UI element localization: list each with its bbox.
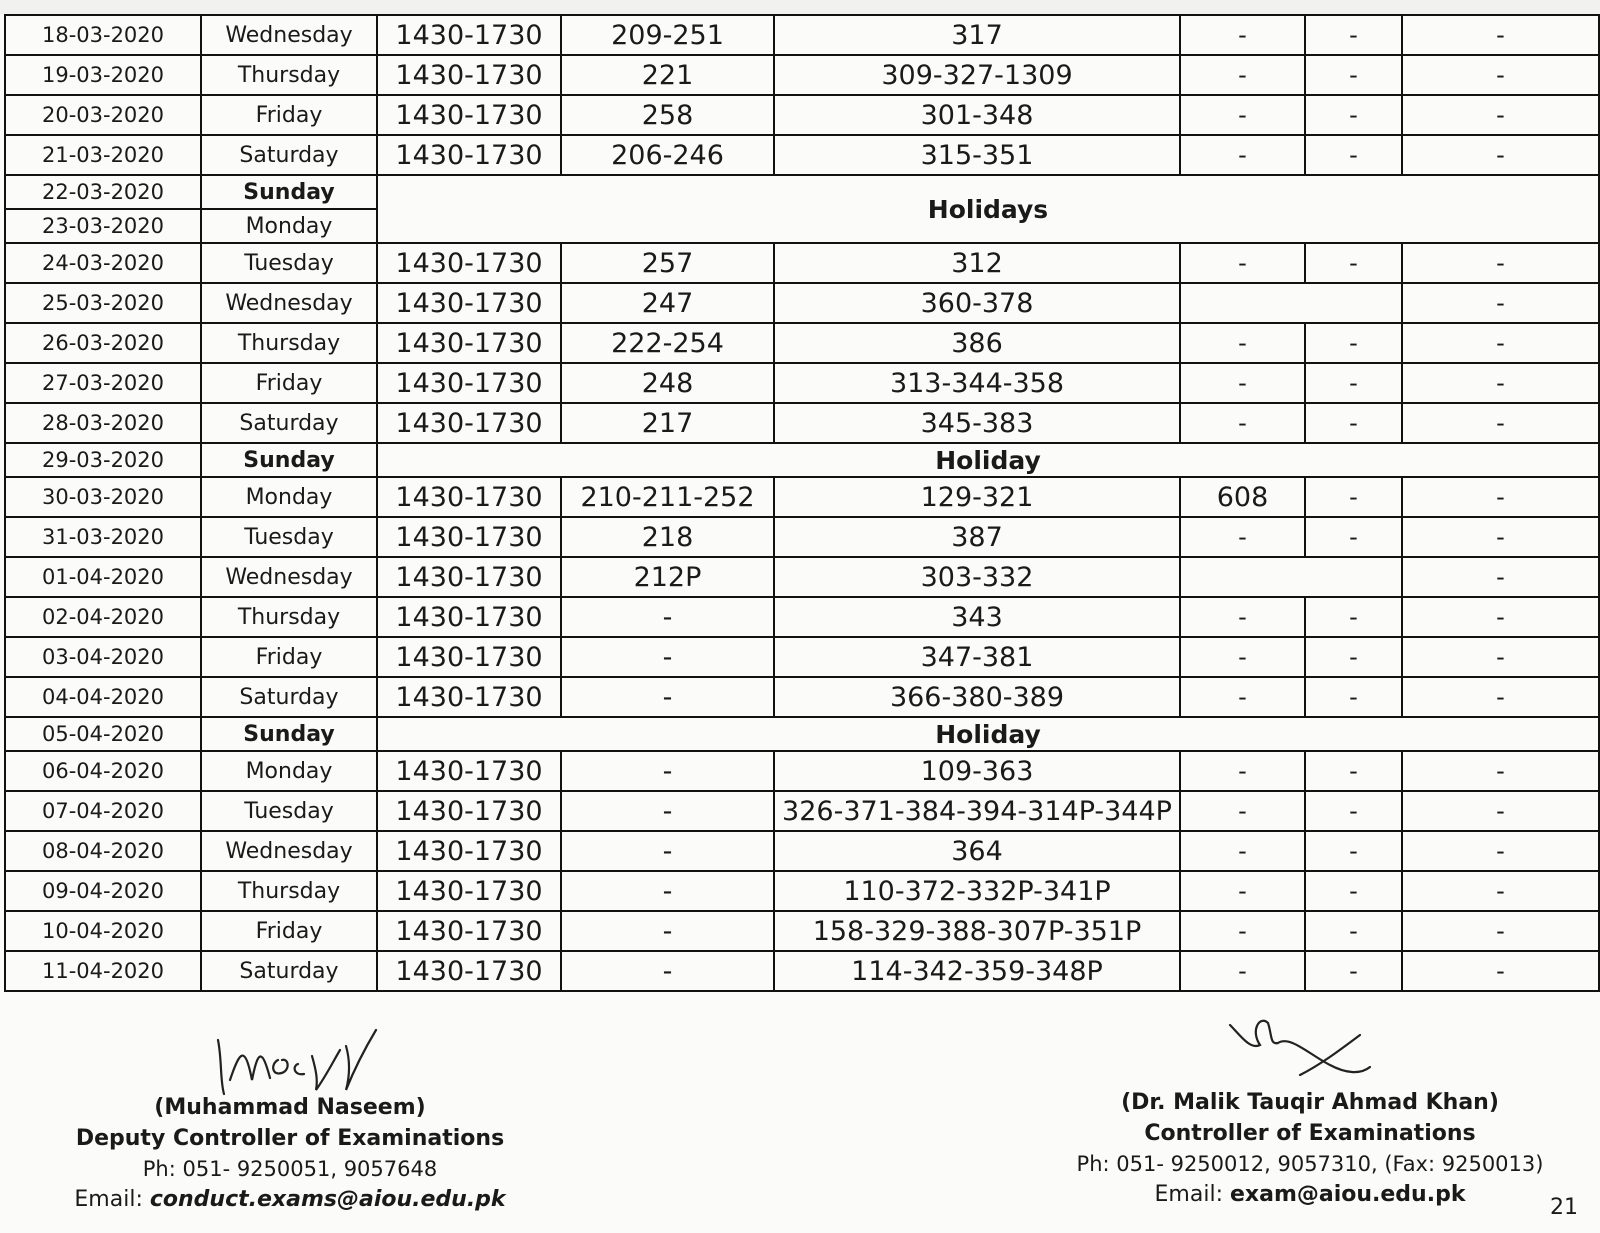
day-cell: Tuesday xyxy=(201,243,377,283)
signatory-right xyxy=(1030,1090,1590,1207)
day-cell: Tuesday xyxy=(201,791,377,831)
course-codes-c-cell: - xyxy=(1180,677,1305,717)
course-codes-e-cell: - xyxy=(1402,791,1599,831)
course-codes-a-cell: 209-251 xyxy=(561,15,774,55)
course-codes-e-cell: - xyxy=(1402,323,1599,363)
course-codes-c-cell: - xyxy=(1180,791,1305,831)
time-cell: 1430-1730 xyxy=(377,831,561,871)
date-cell: 27-03-2020 xyxy=(5,363,201,403)
table-row xyxy=(5,557,1599,597)
table-row xyxy=(5,911,1599,951)
signatory-title: Controller of Examinations xyxy=(1144,1121,1476,1146)
table-row-holiday xyxy=(5,443,1599,477)
course-codes-a-cell: - xyxy=(561,871,774,911)
day-cell: Saturday xyxy=(201,403,377,443)
course-codes-e-cell: - xyxy=(1402,557,1599,597)
table-row xyxy=(5,55,1599,95)
course-codes-a-cell: 206-246 xyxy=(561,135,774,175)
table-row xyxy=(5,791,1599,831)
time-cell: 1430-1730 xyxy=(377,677,561,717)
course-codes-a-cell: - xyxy=(561,791,774,831)
table-row-holiday xyxy=(5,717,1599,751)
course-codes-d-cell: - xyxy=(1305,323,1402,363)
course-codes-e-cell: - xyxy=(1402,403,1599,443)
time-cell: 1430-1730 xyxy=(377,15,561,55)
course-codes-b-cell: 317 xyxy=(774,15,1180,55)
signatory-title: Deputy Controller of Examinations xyxy=(75,1126,505,1151)
day-cell: Monday xyxy=(201,477,377,517)
date-cell: 01-04-2020 xyxy=(5,557,201,597)
email-label: Email: xyxy=(1154,1182,1230,1207)
signatory-name: (Dr. Malik Tauqir Ahmad Khan) xyxy=(1121,1090,1499,1115)
table-row xyxy=(5,323,1599,363)
time-cell: 1430-1730 xyxy=(377,243,561,283)
day-cell: Sunday xyxy=(201,443,377,477)
day-cell: Thursday xyxy=(201,871,377,911)
course-codes-a-cell: 247 xyxy=(561,283,774,323)
course-codes-d-cell: - xyxy=(1305,95,1402,135)
day-cell: Saturday xyxy=(201,135,377,175)
day-cell: Saturday xyxy=(201,677,377,717)
course-codes-c-cell: - xyxy=(1180,135,1305,175)
date-cell: 23-03-2020 xyxy=(5,209,201,243)
course-codes-c-cell: - xyxy=(1180,15,1305,55)
course-codes-e-cell: - xyxy=(1402,135,1599,175)
holiday-cell: Holiday xyxy=(377,717,1599,751)
day-cell: Thursday xyxy=(201,55,377,95)
course-codes-a-cell: - xyxy=(561,751,774,791)
course-codes-b-cell: 109-363 xyxy=(774,751,1180,791)
course-codes-c-cell: - xyxy=(1180,597,1305,637)
date-cell: 25-03-2020 xyxy=(5,283,201,323)
course-codes-c-cell: - xyxy=(1180,911,1305,951)
course-codes-d-cell: - xyxy=(1305,951,1402,991)
exam-schedule-table xyxy=(4,14,1600,992)
course-codes-e-cell: - xyxy=(1402,831,1599,871)
course-codes-b-cell: 303-332 xyxy=(774,557,1180,597)
course-codes-b-cell: 129-321 xyxy=(774,477,1180,517)
course-codes-c-cell: - xyxy=(1180,751,1305,791)
date-cell: 04-04-2020 xyxy=(5,677,201,717)
signatory-name: (Muhammad Naseem) xyxy=(154,1095,426,1120)
time-cell: 1430-1730 xyxy=(377,871,561,911)
course-codes-a-cell: - xyxy=(561,637,774,677)
date-cell: 19-03-2020 xyxy=(5,55,201,95)
signatory-phone: Ph: 051- 9250012, 9057310, (Fax: 9250013) xyxy=(1076,1152,1544,1176)
signatory-email-line xyxy=(70,1187,510,1212)
course-codes-b-cell: 387 xyxy=(774,517,1180,557)
table-row xyxy=(5,637,1599,677)
date-cell: 03-04-2020 xyxy=(5,637,201,677)
top-edge-strip xyxy=(0,0,1600,14)
day-cell: Thursday xyxy=(201,597,377,637)
time-cell: 1430-1730 xyxy=(377,791,561,831)
day-cell: Friday xyxy=(201,363,377,403)
table-row xyxy=(5,135,1599,175)
date-cell: 31-03-2020 xyxy=(5,517,201,557)
course-codes-e-cell: - xyxy=(1402,15,1599,55)
holiday-cell: Holidays xyxy=(377,175,1599,243)
date-cell: 26-03-2020 xyxy=(5,323,201,363)
course-codes-e-cell: - xyxy=(1402,283,1599,323)
course-codes-d-cell: - xyxy=(1305,517,1402,557)
course-codes-d-cell: - xyxy=(1305,363,1402,403)
course-codes-b-cell: 158-329-388-307P-351P xyxy=(774,911,1180,951)
time-cell: 1430-1730 xyxy=(377,55,561,95)
course-codes-d-cell: - xyxy=(1305,677,1402,717)
course-codes-a-cell: 210-211-252 xyxy=(561,477,774,517)
date-cell: 30-03-2020 xyxy=(5,477,201,517)
signatory-phone: Ph: 051- 9250051, 9057648 xyxy=(142,1157,438,1181)
course-codes-c-cell: - xyxy=(1180,243,1305,283)
course-codes-a-cell: - xyxy=(561,951,774,991)
course-codes-a-cell: 217 xyxy=(561,403,774,443)
time-cell: 1430-1730 xyxy=(377,363,561,403)
course-codes-c-cell: - xyxy=(1180,871,1305,911)
course-codes-d-cell: - xyxy=(1305,135,1402,175)
time-cell: 1430-1730 xyxy=(377,517,561,557)
course-codes-d-cell: - xyxy=(1305,243,1402,283)
signatory-email-line xyxy=(1030,1182,1590,1207)
course-codes-d-cell: - xyxy=(1305,911,1402,951)
course-codes-e-cell: - xyxy=(1402,517,1599,557)
day-cell: Saturday xyxy=(201,951,377,991)
day-cell: Monday xyxy=(201,751,377,791)
day-cell: Sunday xyxy=(201,717,377,751)
day-cell: Friday xyxy=(201,911,377,951)
course-codes-d-cell: - xyxy=(1305,55,1402,95)
course-codes-c-cell: - xyxy=(1180,403,1305,443)
course-codes-b-cell: 364 xyxy=(774,831,1180,871)
email-address: conduct.exams@aiou.edu.pk xyxy=(149,1187,506,1212)
course-codes-b-cell: 110-372-332P-341P xyxy=(774,871,1180,911)
day-cell: Monday xyxy=(201,209,377,243)
table-row xyxy=(5,871,1599,911)
course-codes-d-cell: - xyxy=(1305,871,1402,911)
course-codes-b-cell: 345-383 xyxy=(774,403,1180,443)
course-codes-e-cell: - xyxy=(1402,95,1599,135)
course-codes-c-cell: - xyxy=(1180,831,1305,871)
date-cell: 07-04-2020 xyxy=(5,791,201,831)
time-cell: 1430-1730 xyxy=(377,323,561,363)
course-codes-c-cell: - xyxy=(1180,323,1305,363)
signatory-left xyxy=(70,1095,510,1212)
date-cell: 08-04-2020 xyxy=(5,831,201,871)
date-cell: 24-03-2020 xyxy=(5,243,201,283)
date-cell: 29-03-2020 xyxy=(5,443,201,477)
table-row xyxy=(5,677,1599,717)
date-cell: 06-04-2020 xyxy=(5,751,201,791)
course-codes-b-cell: 343 xyxy=(774,597,1180,637)
time-cell: 1430-1730 xyxy=(377,951,561,991)
course-codes-d-cell: - xyxy=(1305,15,1402,55)
course-codes-c-cell: - xyxy=(1180,517,1305,557)
course-codes-a-cell: 222-254 xyxy=(561,323,774,363)
table-row xyxy=(5,243,1599,283)
time-cell: 1430-1730 xyxy=(377,911,561,951)
course-codes-a-cell: 221 xyxy=(561,55,774,95)
day-cell: Wednesday xyxy=(201,557,377,597)
course-codes-e-cell: - xyxy=(1402,55,1599,95)
course-codes-d-cell: - xyxy=(1305,477,1402,517)
course-codes-b-cell: 313-344-358 xyxy=(774,363,1180,403)
course-codes-cd-merged-cell xyxy=(1180,283,1402,323)
time-cell: 1430-1730 xyxy=(377,135,561,175)
time-cell: 1430-1730 xyxy=(377,283,561,323)
course-codes-a-cell: 258 xyxy=(561,95,774,135)
page-number: 21 xyxy=(1550,1195,1578,1220)
holiday-cell: Holiday xyxy=(377,443,1599,477)
course-codes-e-cell: - xyxy=(1402,243,1599,283)
day-cell: Wednesday xyxy=(201,283,377,323)
course-codes-c-cell: - xyxy=(1180,637,1305,677)
course-codes-b-cell: 114-342-359-348P xyxy=(774,951,1180,991)
date-cell: 05-04-2020 xyxy=(5,717,201,751)
date-cell: 18-03-2020 xyxy=(5,15,201,55)
course-codes-e-cell: - xyxy=(1402,677,1599,717)
date-cell: 20-03-2020 xyxy=(5,95,201,135)
date-cell: 10-04-2020 xyxy=(5,911,201,951)
date-cell: 21-03-2020 xyxy=(5,135,201,175)
time-cell: 1430-1730 xyxy=(377,751,561,791)
course-codes-c-cell: - xyxy=(1180,55,1305,95)
course-codes-cd-merged-cell xyxy=(1180,557,1402,597)
date-cell: 22-03-2020 xyxy=(5,175,201,209)
course-codes-b-cell: 301-348 xyxy=(774,95,1180,135)
course-codes-d-cell: - xyxy=(1305,403,1402,443)
course-codes-a-cell: - xyxy=(561,831,774,871)
course-codes-d-cell: - xyxy=(1305,791,1402,831)
course-codes-a-cell: - xyxy=(561,597,774,637)
course-codes-b-cell: 326-371-384-394-314P-344P xyxy=(774,791,1180,831)
table-row xyxy=(5,597,1599,637)
course-codes-e-cell: - xyxy=(1402,871,1599,911)
date-cell: 02-04-2020 xyxy=(5,597,201,637)
day-cell: Wednesday xyxy=(201,15,377,55)
course-codes-b-cell: 309-327-1309 xyxy=(774,55,1180,95)
date-cell: 11-04-2020 xyxy=(5,951,201,991)
date-cell: 28-03-2020 xyxy=(5,403,201,443)
course-codes-a-cell: 212P xyxy=(561,557,774,597)
table-row xyxy=(5,363,1599,403)
signature-tauqir xyxy=(1220,1005,1400,1090)
time-cell: 1430-1730 xyxy=(377,95,561,135)
course-codes-d-cell: - xyxy=(1305,751,1402,791)
day-cell: Wednesday xyxy=(201,831,377,871)
email-address: exam@aiou.edu.pk xyxy=(1229,1182,1466,1207)
day-cell: Friday xyxy=(201,95,377,135)
course-codes-b-cell: 360-378 xyxy=(774,283,1180,323)
signature-naseem xyxy=(200,1020,400,1100)
course-codes-a-cell: 218 xyxy=(561,517,774,557)
table-row xyxy=(5,95,1599,135)
table-row xyxy=(5,517,1599,557)
day-cell: Tuesday xyxy=(201,517,377,557)
time-cell: 1430-1730 xyxy=(377,597,561,637)
course-codes-e-cell: - xyxy=(1402,951,1599,991)
course-codes-a-cell: 257 xyxy=(561,243,774,283)
table-row-holiday xyxy=(5,175,1599,209)
course-codes-e-cell: - xyxy=(1402,637,1599,677)
course-codes-b-cell: 366-380-389 xyxy=(774,677,1180,717)
time-cell: 1430-1730 xyxy=(377,477,561,517)
course-codes-e-cell: - xyxy=(1402,363,1599,403)
day-cell: Sunday xyxy=(201,175,377,209)
course-codes-e-cell: - xyxy=(1402,911,1599,951)
course-codes-a-cell: - xyxy=(561,911,774,951)
course-codes-a-cell: - xyxy=(561,677,774,717)
time-cell: 1430-1730 xyxy=(377,637,561,677)
time-cell: 1430-1730 xyxy=(377,403,561,443)
course-codes-b-cell: 347-381 xyxy=(774,637,1180,677)
course-codes-b-cell: 312 xyxy=(774,243,1180,283)
course-codes-e-cell: - xyxy=(1402,597,1599,637)
course-codes-a-cell: 248 xyxy=(561,363,774,403)
course-codes-b-cell: 386 xyxy=(774,323,1180,363)
course-codes-c-cell: - xyxy=(1180,95,1305,135)
course-codes-c-cell: - xyxy=(1180,363,1305,403)
course-codes-c-cell: - xyxy=(1180,951,1305,991)
table-row xyxy=(5,951,1599,991)
day-cell: Friday xyxy=(201,637,377,677)
table-row xyxy=(5,831,1599,871)
table-row xyxy=(5,751,1599,791)
time-cell: 1430-1730 xyxy=(377,557,561,597)
course-codes-c-cell: 608 xyxy=(1180,477,1305,517)
course-codes-b-cell: 315-351 xyxy=(774,135,1180,175)
course-codes-e-cell: - xyxy=(1402,751,1599,791)
day-cell: Thursday xyxy=(201,323,377,363)
email-label: Email: xyxy=(74,1187,150,1212)
table-row xyxy=(5,403,1599,443)
schedule-body xyxy=(5,15,1599,991)
table-row xyxy=(5,283,1599,323)
course-codes-d-cell: - xyxy=(1305,637,1402,677)
date-cell: 09-04-2020 xyxy=(5,871,201,911)
course-codes-d-cell: - xyxy=(1305,597,1402,637)
table-row xyxy=(5,477,1599,517)
course-codes-d-cell: - xyxy=(1305,831,1402,871)
table-row xyxy=(5,15,1599,55)
course-codes-e-cell: - xyxy=(1402,477,1599,517)
